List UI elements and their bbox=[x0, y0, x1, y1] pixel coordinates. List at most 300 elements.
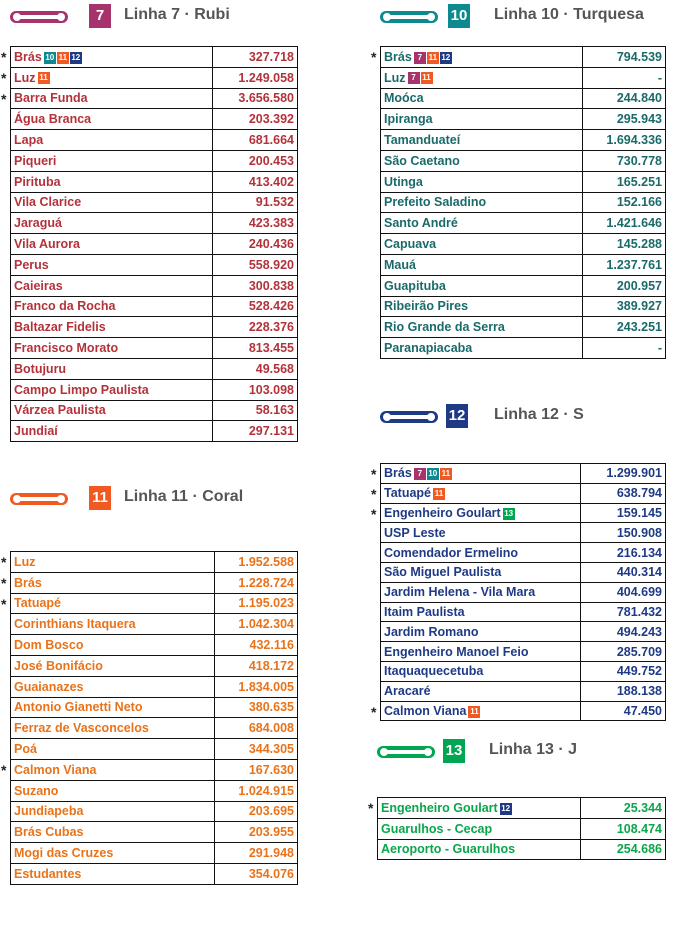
table-row bbox=[11, 863, 298, 884]
station-name-cell bbox=[11, 863, 215, 884]
ridership-value: 1.042.304 bbox=[215, 614, 298, 635]
transfer-asterisk: * bbox=[1, 554, 7, 570]
ridership-value: 1.834.005 bbox=[215, 676, 298, 697]
connection-line-badge: 11 bbox=[39, 73, 48, 83]
line-11-pill-icon bbox=[10, 493, 68, 505]
table-row bbox=[11, 739, 298, 760]
table-row bbox=[11, 171, 298, 192]
table-row bbox=[11, 67, 298, 88]
ridership-value: 404.699 bbox=[581, 582, 666, 602]
table-row bbox=[11, 275, 298, 296]
table-row bbox=[381, 543, 666, 563]
ridership-value: 200.957 bbox=[583, 275, 666, 296]
table-row bbox=[11, 843, 298, 864]
table-row bbox=[381, 562, 666, 582]
station-name-cell bbox=[381, 296, 583, 317]
station-name: Poá bbox=[14, 742, 37, 757]
line-12-header-clip bbox=[380, 404, 585, 430]
station-name-cell bbox=[11, 317, 213, 338]
ridership-value: 291.948 bbox=[215, 843, 298, 864]
station-name-cell bbox=[381, 602, 581, 622]
station-name: Brás bbox=[14, 49, 42, 64]
table-row bbox=[381, 582, 666, 602]
station-name: Moóca bbox=[384, 91, 424, 106]
station-name-cell bbox=[11, 614, 215, 635]
station-name-cell bbox=[11, 275, 213, 296]
table-row bbox=[381, 150, 666, 171]
station-name: Jundiaí bbox=[14, 424, 58, 439]
station-name: Guapituba bbox=[384, 278, 446, 293]
station-name-cell bbox=[378, 839, 581, 860]
station-name-cell bbox=[11, 192, 213, 213]
ridership-value: 389.927 bbox=[583, 296, 666, 317]
transfer-asterisk: * bbox=[1, 574, 7, 591]
ridership-value: 432.116 bbox=[215, 635, 298, 656]
station-name-cell bbox=[381, 150, 583, 171]
ridership-value: 1.299.901 bbox=[581, 464, 666, 484]
station-name-cell bbox=[11, 234, 213, 255]
ridership-value: 380.635 bbox=[215, 697, 298, 718]
connection-line-badge: 7 bbox=[414, 468, 426, 480]
station-name-cell bbox=[11, 718, 215, 739]
ridership-value: 449.752 bbox=[581, 661, 666, 681]
table-row bbox=[11, 192, 298, 213]
station-name-cell bbox=[381, 562, 581, 582]
station-name: Vila Aurora bbox=[14, 237, 80, 252]
line-10-pill-icon bbox=[380, 11, 438, 23]
ridership-value: 203.695 bbox=[215, 801, 298, 822]
ridership-value: 794.539 bbox=[583, 47, 666, 68]
station-name: Paranapiacaba bbox=[384, 341, 473, 356]
ridership-value: 418.172 bbox=[215, 655, 298, 676]
transfer-asterisk: * bbox=[368, 800, 374, 816]
line-11-table bbox=[1, 551, 298, 885]
station-name: Dom Bosco bbox=[14, 638, 84, 653]
station-name: Santo André bbox=[384, 216, 458, 231]
ridership-value: 558.920 bbox=[213, 254, 298, 275]
line-7-title: Linha 7 · Rubi bbox=[124, 6, 230, 23]
table-row bbox=[381, 275, 666, 296]
station-name: Itaim Paulista bbox=[384, 604, 465, 619]
station-name-cell bbox=[368, 798, 581, 819]
station-name: Engenheiro Manoel Feio bbox=[384, 644, 529, 659]
station-name-cell bbox=[11, 150, 213, 171]
transfer-asterisk: * bbox=[371, 505, 377, 522]
table-row bbox=[381, 130, 666, 151]
station-name: Tatuapé bbox=[384, 486, 431, 501]
table-row bbox=[11, 780, 298, 801]
ridership-value: 3.656.580 bbox=[213, 88, 298, 109]
station-name-cell bbox=[381, 622, 581, 642]
ridership-value: 200.453 bbox=[213, 150, 298, 171]
connection-line-badge: 11 bbox=[428, 52, 438, 62]
line-11-header bbox=[10, 486, 270, 510]
ridership-value: 49.568 bbox=[213, 358, 298, 379]
table-row bbox=[381, 171, 666, 192]
ridership-value: 684.008 bbox=[215, 718, 298, 739]
station-name: São Miguel Paulista bbox=[384, 565, 502, 580]
line-10-title: Linha 10 · Turquesa bbox=[494, 6, 644, 23]
station-name: Guaianazes bbox=[14, 679, 84, 694]
connection-line-badge: 12 bbox=[441, 52, 451, 62]
station-name: Luz bbox=[14, 70, 36, 85]
table-row bbox=[381, 88, 666, 109]
line-10-number-badge: 10 bbox=[448, 4, 470, 28]
table-row bbox=[381, 192, 666, 213]
connection-line-badge: 11 bbox=[58, 52, 68, 62]
station-name: Tamanduateí bbox=[384, 133, 461, 148]
station-name: Capuava bbox=[384, 237, 437, 252]
line-12-title: Linha 12 · S bbox=[494, 406, 584, 423]
station-name: Brás bbox=[384, 466, 412, 481]
ridership-value: 327.718 bbox=[213, 47, 298, 68]
ridership-value: 1.249.058 bbox=[213, 67, 298, 88]
ridership-value: 781.432 bbox=[581, 602, 666, 622]
transfer-asterisk: * bbox=[1, 49, 7, 65]
station-name-cell bbox=[381, 192, 583, 213]
station-name-cell bbox=[371, 464, 581, 484]
ridership-value: 150.908 bbox=[581, 523, 666, 543]
table-row bbox=[11, 614, 298, 635]
transfer-asterisk: * bbox=[1, 595, 7, 612]
station-name: Prefeito Saladino bbox=[384, 195, 487, 210]
station-name-cell bbox=[381, 88, 583, 109]
station-name: Itaquaquecetuba bbox=[384, 664, 484, 679]
connection-line-badge: 11 bbox=[470, 706, 479, 716]
ridership-value: 423.383 bbox=[213, 213, 298, 234]
station-name: Aracaré bbox=[384, 684, 431, 699]
station-name: Pirituba bbox=[14, 174, 61, 189]
ridership-value: 240.436 bbox=[213, 234, 298, 255]
table-row bbox=[11, 109, 298, 130]
station-name-cell bbox=[381, 213, 583, 234]
table-row bbox=[11, 47, 298, 68]
ridership-value: 203.392 bbox=[213, 109, 298, 130]
table-row bbox=[11, 697, 298, 718]
line-13-title: Linha 13 · J bbox=[489, 741, 578, 758]
ridership-value: 528.426 bbox=[213, 296, 298, 317]
station-name-cell bbox=[378, 818, 581, 839]
table-row bbox=[378, 798, 666, 819]
station-name-cell bbox=[1, 572, 215, 593]
table-row bbox=[11, 572, 298, 593]
station-name: Corinthians Itaquera bbox=[14, 617, 136, 632]
station-name-cell bbox=[11, 171, 213, 192]
table-row bbox=[11, 296, 298, 317]
station-name-cell bbox=[371, 483, 581, 503]
ridership-value: 440.314 bbox=[581, 562, 666, 582]
station-name: Comendador Ermelino bbox=[384, 545, 519, 560]
station-name-cell bbox=[11, 739, 215, 760]
station-name: Calmon Viana bbox=[384, 703, 467, 718]
station-name: José Bonifácio bbox=[14, 658, 103, 673]
ridership-value: 203.955 bbox=[215, 822, 298, 843]
transfer-asterisk: * bbox=[371, 703, 377, 720]
station-name-cell bbox=[11, 213, 213, 234]
station-name: Guarulhos - Cecap bbox=[381, 821, 493, 836]
station-name: Perus bbox=[14, 257, 49, 272]
line-12-number-badge: 12 bbox=[446, 404, 468, 428]
line-10-table bbox=[371, 46, 666, 359]
ridership-value: 152.166 bbox=[583, 192, 666, 213]
station-name: Várzea Paulista bbox=[14, 403, 106, 418]
station-name: Jaraguá bbox=[14, 216, 62, 231]
ridership-value: 47.450 bbox=[581, 701, 666, 721]
station-name-cell bbox=[371, 47, 583, 68]
ridership-value: 254.686 bbox=[581, 839, 666, 860]
station-name-cell bbox=[11, 843, 215, 864]
line-11-title: Linha 11 · Coral bbox=[124, 488, 244, 505]
station-name-cell bbox=[381, 275, 583, 296]
station-name-cell bbox=[1, 67, 213, 88]
connection-line-badge: 10 bbox=[45, 52, 55, 62]
station-name: Ipiranga bbox=[384, 112, 433, 127]
station-name: Calmon Viana bbox=[14, 762, 97, 777]
table-row bbox=[11, 635, 298, 656]
line-7-pill-icon bbox=[10, 11, 68, 23]
line-13-number-badge: 13 bbox=[443, 739, 465, 763]
connection-line-badge: 12 bbox=[501, 803, 511, 813]
table-row bbox=[381, 317, 666, 338]
station-name-cell bbox=[381, 109, 583, 130]
station-name: Aeroporto - Guarulhos bbox=[381, 842, 516, 857]
table-row bbox=[381, 602, 666, 622]
line-12-pill-icon bbox=[380, 411, 438, 423]
ridership-value: 295.943 bbox=[583, 109, 666, 130]
station-name: São Caetano bbox=[384, 153, 460, 168]
table-row bbox=[11, 655, 298, 676]
station-name: Utinga bbox=[384, 174, 423, 189]
table-row bbox=[381, 503, 666, 523]
ridership-value: 494.243 bbox=[581, 622, 666, 642]
ridership-value: 1.195.023 bbox=[215, 593, 298, 614]
line-12-header bbox=[380, 404, 585, 428]
station-name-cell bbox=[371, 701, 581, 721]
station-name-cell bbox=[381, 338, 583, 359]
table-row bbox=[11, 552, 298, 573]
line-11-number-badge: 11 bbox=[89, 486, 111, 510]
station-name-cell bbox=[1, 88, 213, 109]
station-name-cell bbox=[11, 421, 213, 442]
table-row bbox=[11, 379, 298, 400]
table-row bbox=[11, 254, 298, 275]
station-name-cell bbox=[11, 822, 215, 843]
station-name: Água Branca bbox=[14, 112, 92, 127]
table-row bbox=[381, 67, 666, 88]
table-row bbox=[381, 523, 666, 543]
transfer-asterisk: * bbox=[1, 90, 7, 107]
station-name-cell bbox=[11, 130, 213, 151]
station-name: Luz bbox=[384, 70, 406, 85]
station-name: Luz bbox=[14, 554, 36, 569]
station-name: Caieiras bbox=[14, 278, 63, 293]
station-name: Ferraz de Vasconcelos bbox=[14, 721, 149, 736]
table-row bbox=[11, 759, 298, 780]
ridership-value: 228.376 bbox=[213, 317, 298, 338]
station-name-cell bbox=[11, 676, 215, 697]
ridership-value: 165.251 bbox=[583, 171, 666, 192]
station-name: Antonio Gianetti Neto bbox=[14, 700, 143, 715]
station-name-cell bbox=[11, 254, 213, 275]
station-name: Vila Clarice bbox=[14, 195, 82, 210]
ridership-value: 188.138 bbox=[581, 681, 666, 701]
station-name: Rio Grande da Serra bbox=[384, 320, 505, 335]
ridership-value: 813.455 bbox=[213, 338, 298, 359]
ridership-value: 297.131 bbox=[213, 421, 298, 442]
transfer-asterisk: * bbox=[371, 485, 377, 502]
table-row bbox=[381, 234, 666, 255]
station-name-cell bbox=[381, 254, 583, 275]
station-name-cell bbox=[11, 780, 215, 801]
table-row bbox=[11, 718, 298, 739]
station-name-cell bbox=[11, 697, 215, 718]
station-name-cell bbox=[381, 234, 583, 255]
ridership-value: 344.305 bbox=[215, 739, 298, 760]
station-name-cell bbox=[371, 503, 581, 523]
table-row bbox=[11, 130, 298, 151]
transfer-asterisk: * bbox=[1, 761, 7, 778]
station-name: Franco da Rocha bbox=[14, 299, 116, 314]
table-row bbox=[381, 296, 666, 317]
table-row bbox=[381, 642, 666, 662]
station-name: Brás bbox=[384, 49, 412, 64]
table-row bbox=[381, 338, 666, 359]
station-name-cell bbox=[11, 109, 213, 130]
station-name-cell bbox=[1, 552, 215, 573]
table-row bbox=[381, 109, 666, 130]
table-row bbox=[381, 661, 666, 681]
table-row bbox=[381, 213, 666, 234]
station-name-cell bbox=[11, 635, 215, 656]
table-row bbox=[381, 681, 666, 701]
station-name-cell bbox=[11, 655, 215, 676]
table-row bbox=[11, 593, 298, 614]
line-10-header bbox=[380, 4, 680, 28]
station-name-cell bbox=[11, 379, 213, 400]
station-name-cell bbox=[381, 681, 581, 701]
ridership-value: 1.237.761 bbox=[583, 254, 666, 275]
ridership-value: 167.630 bbox=[215, 759, 298, 780]
station-name: Piqueri bbox=[14, 153, 57, 168]
transfer-asterisk: * bbox=[1, 69, 7, 86]
table-row bbox=[11, 150, 298, 171]
table-row bbox=[381, 483, 666, 503]
station-name: Estudantes bbox=[14, 866, 82, 881]
station-name-cell bbox=[11, 338, 213, 359]
line-7-table bbox=[1, 46, 298, 442]
table-row bbox=[381, 701, 666, 721]
station-name-cell bbox=[381, 171, 583, 192]
connection-line-badge: 11 bbox=[441, 469, 451, 479]
connection-line-badge: 11 bbox=[434, 488, 444, 498]
table-row bbox=[11, 822, 298, 843]
station-name-cell bbox=[381, 523, 581, 543]
table-row bbox=[11, 234, 298, 255]
line-13-header-clip bbox=[377, 739, 582, 765]
ridership-value: 244.840 bbox=[583, 88, 666, 109]
station-name-cell bbox=[381, 582, 581, 602]
station-name: Brás Cubas bbox=[14, 825, 84, 840]
station-name: Engenheiro Goulart bbox=[384, 505, 501, 520]
station-name: Jardim Romano bbox=[384, 624, 479, 639]
station-name: Mauá bbox=[384, 257, 416, 272]
station-name: Jardim Helena - Vila Mara bbox=[384, 585, 536, 600]
table-row bbox=[11, 88, 298, 109]
station-name: Engenheiro Goulart bbox=[381, 800, 498, 815]
ridership-value: 25.344 bbox=[581, 798, 666, 819]
station-name-cell bbox=[381, 642, 581, 662]
station-name-cell bbox=[11, 801, 215, 822]
ridership-value: 103.098 bbox=[213, 379, 298, 400]
connection-line-badge: 7 bbox=[414, 52, 426, 64]
table-row bbox=[11, 421, 298, 442]
table-row bbox=[381, 622, 666, 642]
ridership-value: 730.778 bbox=[583, 150, 666, 171]
table-row bbox=[11, 317, 298, 338]
ridership-value: 354.076 bbox=[215, 863, 298, 884]
line-7-number-badge: 7 bbox=[89, 4, 111, 28]
station-name: USP Leste bbox=[384, 525, 446, 540]
table-row bbox=[381, 464, 666, 484]
ridership-value: - bbox=[583, 338, 666, 359]
ridership-value: - bbox=[583, 67, 666, 88]
connection-line-badge: 12 bbox=[71, 52, 81, 62]
table-row bbox=[11, 213, 298, 234]
table-row bbox=[378, 839, 666, 860]
table-row bbox=[11, 400, 298, 421]
station-name-cell bbox=[11, 296, 213, 317]
station-name-cell bbox=[381, 317, 583, 338]
table-row bbox=[11, 801, 298, 822]
table-row bbox=[11, 358, 298, 379]
ridership-value: 159.145 bbox=[581, 503, 666, 523]
ridership-value: 285.709 bbox=[581, 642, 666, 662]
ridership-value: 413.402 bbox=[213, 171, 298, 192]
connection-line-badge: 7 bbox=[408, 72, 420, 84]
ridership-value: 681.664 bbox=[213, 130, 298, 151]
station-name-cell bbox=[381, 661, 581, 681]
table-row bbox=[11, 338, 298, 359]
table-row bbox=[381, 254, 666, 275]
line-13-pill-icon bbox=[377, 746, 435, 758]
station-name: Francisco Morato bbox=[14, 341, 119, 356]
table-row bbox=[378, 818, 666, 839]
ridership-value: 1.694.336 bbox=[583, 130, 666, 151]
station-name: Mogi das Cruzes bbox=[14, 846, 114, 861]
station-name-cell bbox=[381, 67, 583, 88]
station-name: Jundiapeba bbox=[14, 804, 84, 819]
ridership-value: 1.228.724 bbox=[215, 572, 298, 593]
station-name-cell bbox=[11, 400, 213, 421]
line-12-table bbox=[371, 463, 666, 721]
ridership-value: 91.532 bbox=[213, 192, 298, 213]
station-name: Suzano bbox=[14, 783, 59, 798]
line-13-header bbox=[377, 739, 582, 763]
station-name: Brás bbox=[14, 575, 42, 590]
ridership-value: 58.163 bbox=[213, 400, 298, 421]
connection-line-badge: 13 bbox=[504, 508, 514, 518]
connection-line-badge: 10 bbox=[428, 469, 438, 479]
transfer-asterisk: * bbox=[371, 49, 377, 65]
station-name: Baltazar Fidelis bbox=[14, 320, 106, 335]
ridership-value: 108.474 bbox=[581, 818, 666, 839]
ridership-value: 1.024.915 bbox=[215, 780, 298, 801]
ridership-value: 145.288 bbox=[583, 234, 666, 255]
station-name-cell bbox=[381, 130, 583, 151]
table-row bbox=[381, 47, 666, 68]
line-13-table bbox=[368, 797, 666, 860]
station-name: Campo Limpo Paulista bbox=[14, 382, 149, 397]
